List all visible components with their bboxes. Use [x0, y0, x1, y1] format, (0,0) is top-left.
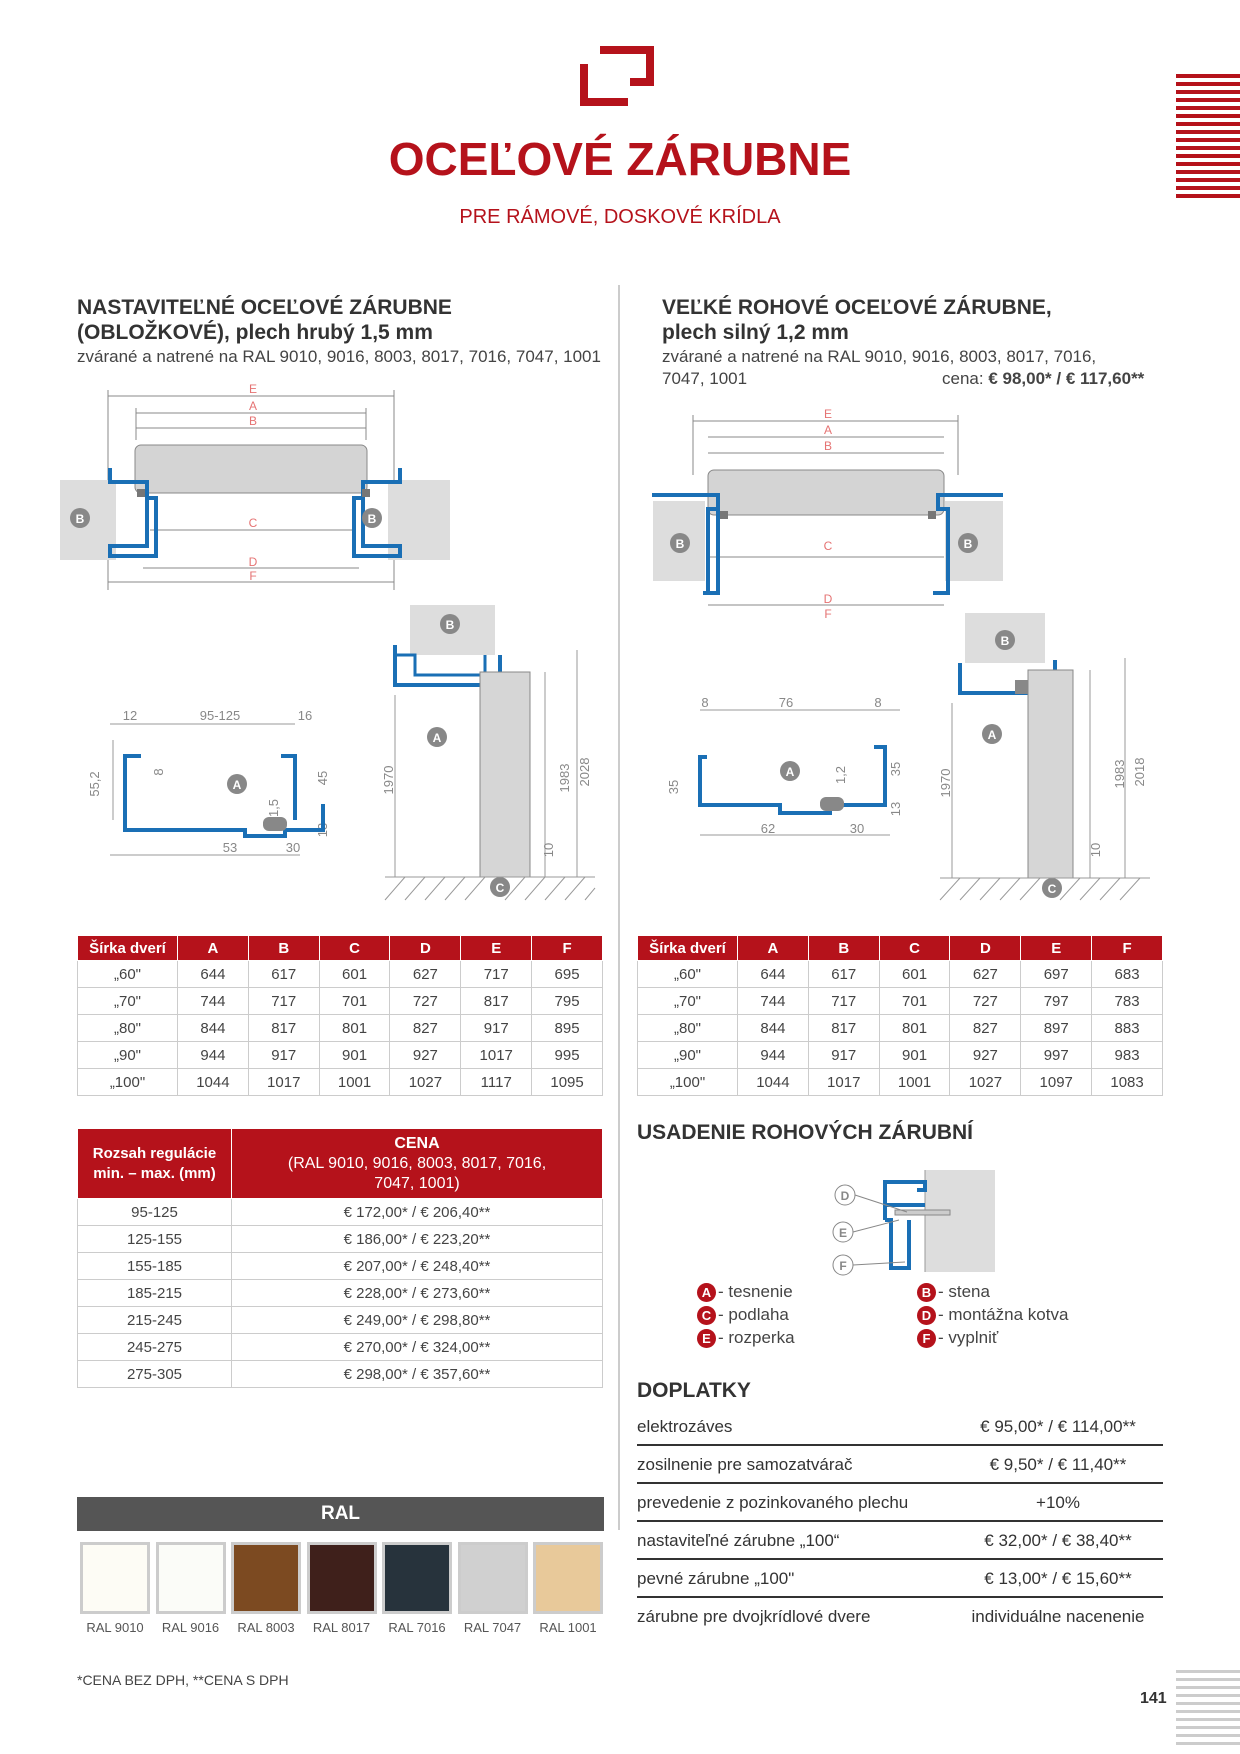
table-cell: 717 [461, 961, 532, 988]
table-cell: € 172,00* / € 206,40** [232, 1199, 603, 1226]
height-1970-left: 1970 [381, 765, 396, 795]
table-cell: 695 [532, 961, 603, 988]
legend-item [917, 1282, 990, 1302]
label-b: B [248, 414, 258, 428]
table-cell: 627 [950, 961, 1021, 988]
extras-price: € 32,00* / € 38,40** [984, 1531, 1132, 1550]
table-cell: 215-245 [78, 1307, 232, 1334]
legend-text: - tesnenie [718, 1282, 793, 1301]
ral-swatch-label: RAL 1001 [539, 1620, 597, 1635]
extras-row [637, 1408, 1163, 1446]
table-cell: € 270,00* / € 324,00** [232, 1334, 603, 1361]
height-1983-left: 1983 [557, 763, 572, 793]
table-cell: 627 [390, 961, 461, 988]
table-cell: „80" [638, 1015, 738, 1042]
ral-swatch [156, 1542, 226, 1614]
brand-logo-icon [574, 46, 660, 112]
price-col1-line2: min. – max. (mm) [93, 1164, 216, 1182]
height-2028-left: 2028 [577, 757, 592, 787]
right-elevation-diagram [940, 608, 1160, 908]
table-row [78, 1280, 603, 1307]
price-col2-sub2: 7047, 1001) [374, 1174, 460, 1192]
extras-label: zárubne pre dvojkrídlové dvere [637, 1607, 871, 1626]
table-cell: 1044 [738, 1069, 809, 1096]
right-title-line2: plech silný 1,2 mm [662, 321, 849, 344]
table-cell: 801 [319, 1015, 390, 1042]
table-cell: 275-305 [78, 1361, 232, 1388]
ral-swatch [231, 1542, 301, 1614]
table-cell: 944 [178, 1042, 249, 1069]
right-label-c: C [823, 539, 833, 553]
table-cell: 827 [950, 1015, 1021, 1042]
price-col1-line1: Rozsah regulácie [92, 1144, 217, 1162]
table-cell: 927 [390, 1042, 461, 1069]
right-label-f: F [824, 607, 832, 621]
table-header-cell: C [879, 936, 950, 961]
table-cell: 155-185 [78, 1253, 232, 1280]
table-cell: 1117 [461, 1069, 532, 1096]
right-dim-35b: 35 [888, 761, 903, 777]
table-row [78, 1069, 603, 1096]
page-subtitle: PRE RÁMOVÉ, DOSKOVÉ KRÍDLA [459, 206, 781, 228]
label-c: C [248, 516, 258, 530]
table-cell: „100" [78, 1069, 178, 1096]
height-1970-right: 1970 [938, 768, 953, 798]
price-col2-sub1: (RAL 9010, 9016, 8003, 8017, 7016, [287, 1154, 547, 1172]
table-cell: 727 [390, 988, 461, 1015]
table-cell: 917 [248, 1042, 319, 1069]
table-row [78, 1015, 603, 1042]
dim-16: 16 [297, 708, 313, 723]
extras-row [637, 1522, 1163, 1560]
extras-price: € 13,00* / € 15,60** [984, 1569, 1132, 1588]
price-col2-title: CENA [394, 1134, 440, 1152]
dim-13: 13 [315, 822, 330, 838]
right-dim-8a: 8 [701, 695, 709, 710]
extras-label: prevedenie z pozinkovaného plechu [637, 1493, 909, 1512]
extras-label: nastaviteľné zárubne „100“ [637, 1531, 840, 1550]
extras-label: pevné zárubne „100" [637, 1569, 795, 1588]
table-header-cell: B [248, 936, 319, 961]
right-dim-30: 30 [849, 821, 865, 836]
dim-55-2: 55,2 [87, 771, 102, 797]
table-cell: 1083 [1092, 1069, 1163, 1096]
ral-swatch-label: RAL 9016 [161, 1620, 220, 1635]
table-header-cell: F [1092, 936, 1163, 961]
table-cell: 817 [808, 1015, 879, 1042]
right-frame-plan-diagram [648, 405, 1008, 635]
right-price-value: € 98,00* / € 117,60** [988, 369, 1145, 388]
page-number: 141 [1140, 1690, 1167, 1707]
table-cell: „100" [638, 1069, 738, 1096]
right-section-title [662, 295, 1182, 345]
table-cell: 617 [808, 961, 879, 988]
table-header-cell: D [390, 936, 461, 961]
ral-swatch-label: RAL 7047 [463, 1620, 522, 1635]
dim-30: 30 [285, 840, 301, 855]
legend-item [697, 1305, 789, 1325]
extras-label: elektrozáves [637, 1417, 733, 1436]
table-cell: 744 [738, 988, 809, 1015]
extras-title: DOPLATKY [637, 1379, 751, 1402]
extras-row [637, 1560, 1163, 1598]
marker-a-elevation-left: A [432, 731, 442, 745]
table-cell: 901 [319, 1042, 390, 1069]
marker-c-left: C [495, 881, 505, 895]
right-profile-section-diagram [660, 695, 920, 855]
table-cell: 895 [532, 1015, 603, 1042]
marker-b-elevation-left: B [445, 618, 455, 632]
dim-8: 8 [151, 768, 166, 776]
marker-a-left: A [232, 778, 242, 792]
table-cell: € 186,00* / € 223,20** [232, 1226, 603, 1253]
right-dim-8b: 8 [874, 695, 882, 710]
table-cell: 795 [532, 988, 603, 1015]
column-divider [618, 285, 620, 1530]
ral-swatch [382, 1542, 452, 1614]
right-price [942, 368, 1144, 390]
legend-item [697, 1282, 793, 1302]
table-cell: 1097 [1021, 1069, 1092, 1096]
right-label-b: B [823, 439, 833, 453]
label-d: D [248, 555, 258, 569]
right-label-e: E [823, 407, 833, 421]
legend-item [917, 1328, 998, 1348]
right-subtitle-line2: 7047, 1001 [662, 369, 748, 388]
right-dim-76: 76 [778, 695, 794, 710]
table-row [78, 1307, 603, 1334]
table-cell: 1017 [808, 1069, 879, 1096]
table-cell: 1095 [532, 1069, 603, 1096]
table-cell: 844 [738, 1015, 809, 1042]
table-cell: 717 [808, 988, 879, 1015]
left-frame-plan-diagram [60, 380, 450, 610]
marker-a-right: A [785, 765, 795, 779]
table-cell: 927 [950, 1042, 1021, 1069]
table-cell: 817 [461, 988, 532, 1015]
legend-key-icon: A [697, 1283, 716, 1302]
table-cell: „60" [78, 961, 178, 988]
installation-diagram [825, 1160, 1005, 1285]
table-cell: 783 [1092, 988, 1163, 1015]
table-cell: 701 [319, 988, 390, 1015]
table-cell: 697 [1021, 961, 1092, 988]
table-cell: „90" [78, 1042, 178, 1069]
ral-swatch-label: RAL 8003 [237, 1620, 295, 1635]
table-header-cell: F [532, 936, 603, 961]
table-row [78, 1361, 603, 1388]
installation-title: USADENIE ROHOVÝCH ZÁRUBNÍ [637, 1121, 974, 1144]
table-cell: 701 [879, 988, 950, 1015]
table-row [638, 961, 1163, 988]
table-header-cell: D [950, 936, 1021, 961]
right-dim-1-2: 1,2 [833, 765, 848, 785]
extras-row [637, 1598, 1163, 1636]
table-cell: € 249,00* / € 298,80** [232, 1307, 603, 1334]
marker-b-right-plan-right: B [963, 537, 973, 551]
ral-title: RAL [77, 1497, 604, 1531]
table-header-cell: B [808, 936, 879, 961]
table-row [638, 1015, 1163, 1042]
table-cell: „70" [638, 988, 738, 1015]
table-cell: 897 [1021, 1015, 1092, 1042]
dim-95-125: 95-125 [199, 708, 241, 723]
install-marker-e: E [838, 1226, 848, 1240]
table-row [638, 1069, 1163, 1096]
right-dim-13: 13 [888, 801, 903, 817]
marker-a-elevation-right: A [987, 728, 997, 742]
label-a: A [248, 399, 258, 413]
left-section-subtitle: zvárané a natrené na RAL 9010, 9016, 8003, 8017, 7016, 7047, 1001 [77, 347, 601, 366]
left-profile-section-diagram [85, 700, 355, 860]
dim-12: 12 [122, 708, 138, 723]
right-subtitle-line1: zvárané a natrené na RAL 9010, 9016, 8003, 8017, 7016, [662, 347, 1097, 366]
marker-b-elevation-right: B [1000, 634, 1010, 648]
label-e: E [248, 382, 258, 396]
table-cell: 644 [738, 961, 809, 988]
table-cell: € 298,00* / € 357,60** [232, 1361, 603, 1388]
table-header-cell: Šírka dverí [78, 936, 178, 961]
ral-swatch [307, 1542, 377, 1614]
legend-text: - podlaha [718, 1305, 789, 1324]
legend-key-icon: B [917, 1283, 936, 1302]
table-cell: 801 [879, 1015, 950, 1042]
right-title-line1: VEĽKÉ ROHOVÉ OCEĽOVÉ ZÁRUBNE, [662, 296, 1052, 319]
ral-swatch [458, 1542, 528, 1614]
extras-price: individuálne nacenenie [971, 1607, 1145, 1626]
table-cell: 95-125 [78, 1199, 232, 1226]
table-cell: 644 [178, 961, 249, 988]
table-cell: 744 [178, 988, 249, 1015]
marker-b-right: B [367, 512, 377, 526]
right-section-subtitle [662, 346, 1182, 390]
height-10-right: 10 [1088, 842, 1103, 858]
table-row [78, 1253, 603, 1280]
right-label-a: A [823, 423, 833, 437]
table-cell: 601 [879, 961, 950, 988]
table-cell: „70" [78, 988, 178, 1015]
ral-swatch-label: RAL 8017 [312, 1620, 371, 1635]
table-header-cell: C [319, 936, 390, 961]
marker-c-right: C [1047, 882, 1057, 896]
legend-text: - montážna kotva [938, 1305, 1069, 1324]
legend-key-icon: C [697, 1306, 716, 1325]
ral-swatch [533, 1542, 603, 1614]
table-cell: 917 [808, 1042, 879, 1069]
table-cell: „60" [638, 961, 738, 988]
marker-b-right-plan-left: B [675, 537, 685, 551]
left-title-line1: NASTAVITEĽNÉ OCEĽOVÉ ZÁRUBNE [77, 296, 452, 319]
left-dimensions-table [77, 935, 603, 1096]
dim-1-5: 1,5 [266, 798, 281, 818]
height-10-left: 10 [541, 842, 556, 858]
table-header-row [638, 936, 1163, 961]
table-row [78, 1199, 603, 1226]
price-col-range-header [78, 1129, 232, 1199]
left-title-line2: (OBLOŽKOVÉ), plech hrubý 1,5 mm [77, 321, 433, 344]
table-cell: € 207,00* / € 248,40** [232, 1253, 603, 1280]
table-cell: 1001 [319, 1069, 390, 1096]
height-1983-right: 1983 [1112, 759, 1127, 789]
table-row [638, 988, 1163, 1015]
table-cell: 683 [1092, 961, 1163, 988]
decorative-stripes-bottom [1176, 1670, 1240, 1750]
table-cell: 717 [248, 988, 319, 1015]
table-cell: 1017 [461, 1042, 532, 1069]
ral-swatch-label: RAL 7016 [388, 1620, 446, 1635]
right-dim-62: 62 [760, 821, 776, 836]
table-cell: 983 [1092, 1042, 1163, 1069]
table-cell: € 228,00* / € 273,60** [232, 1280, 603, 1307]
table-header-cell: A [738, 936, 809, 961]
table-cell: 617 [248, 961, 319, 988]
marker-b-left: B [75, 512, 85, 526]
table-cell: 245-275 [78, 1334, 232, 1361]
table-row [78, 1042, 603, 1069]
table-cell: 1044 [178, 1069, 249, 1096]
table-cell: 901 [879, 1042, 950, 1069]
table-cell: 883 [1092, 1015, 1163, 1042]
table-cell: 727 [950, 988, 1021, 1015]
table-header-cell: E [1021, 936, 1092, 961]
table-header-cell: E [461, 936, 532, 961]
table-header-cell: A [178, 936, 249, 961]
legend-item [697, 1328, 795, 1348]
table-cell: 601 [319, 961, 390, 988]
extras-price: € 95,00* / € 114,00** [980, 1417, 1136, 1436]
install-marker-f: F [839, 1259, 847, 1273]
legend-item [917, 1305, 1068, 1325]
ral-swatch-label: RAL 9010 [86, 1620, 144, 1635]
legend-key-icon: D [917, 1306, 936, 1325]
table-cell: 1027 [390, 1069, 461, 1096]
table-cell: 1017 [248, 1069, 319, 1096]
table-row [78, 988, 603, 1015]
decorative-stripes-top [1176, 74, 1240, 202]
table-row [78, 1226, 603, 1253]
price-col-price-header [232, 1129, 603, 1199]
table-row [78, 1334, 603, 1361]
table-cell: 944 [738, 1042, 809, 1069]
left-elevation-diagram [381, 600, 615, 910]
table-cell: 997 [1021, 1042, 1092, 1069]
table-cell: 917 [461, 1015, 532, 1042]
extras-price: € 9,50* / € 11,40** [989, 1455, 1127, 1474]
extras-row [637, 1484, 1163, 1522]
table-header-row [78, 936, 603, 961]
table-cell: „80" [78, 1015, 178, 1042]
table-row [78, 961, 603, 988]
right-price-label: cena: [942, 369, 984, 388]
table-cell: 844 [178, 1015, 249, 1042]
table-cell: 125-155 [78, 1226, 232, 1253]
table-cell: 797 [1021, 988, 1092, 1015]
table-cell: 827 [390, 1015, 461, 1042]
label-f: F [249, 569, 257, 583]
table-header-cell: Šírka dverí [638, 936, 738, 961]
legend-key-icon: F [917, 1329, 936, 1348]
table-cell: 1001 [879, 1069, 950, 1096]
price-table [77, 1128, 603, 1388]
table-cell: 995 [532, 1042, 603, 1069]
table-row [638, 1042, 1163, 1069]
price-note: *CENA BEZ DPH, **CENA S DPH [77, 1672, 289, 1688]
legend-text: - rozperka [718, 1328, 795, 1347]
dim-53: 53 [222, 840, 238, 855]
table-cell: 1027 [950, 1069, 1021, 1096]
install-marker-d: D [840, 1189, 850, 1203]
table-cell: „90" [638, 1042, 738, 1069]
right-dimensions-table [637, 935, 1163, 1096]
table-cell: 817 [248, 1015, 319, 1042]
legend-text: - vyplniť [938, 1328, 999, 1347]
height-2018-right: 2018 [1132, 757, 1147, 787]
extras-label: zosilnenie pre samozatvárač [637, 1455, 853, 1474]
table-cell: 185-215 [78, 1280, 232, 1307]
legend-key-icon: E [697, 1329, 716, 1348]
extras-price: +10% [1036, 1493, 1080, 1512]
extras-row [637, 1446, 1163, 1484]
ral-swatch [80, 1542, 150, 1614]
right-dim-35a: 35 [666, 779, 681, 795]
right-label-d: D [823, 592, 833, 606]
left-section-title [77, 295, 607, 345]
legend-text: - stena [938, 1282, 990, 1301]
dim-45: 45 [315, 770, 330, 786]
page-title: OCEĽOVÉ ZÁRUBNE [388, 133, 852, 185]
